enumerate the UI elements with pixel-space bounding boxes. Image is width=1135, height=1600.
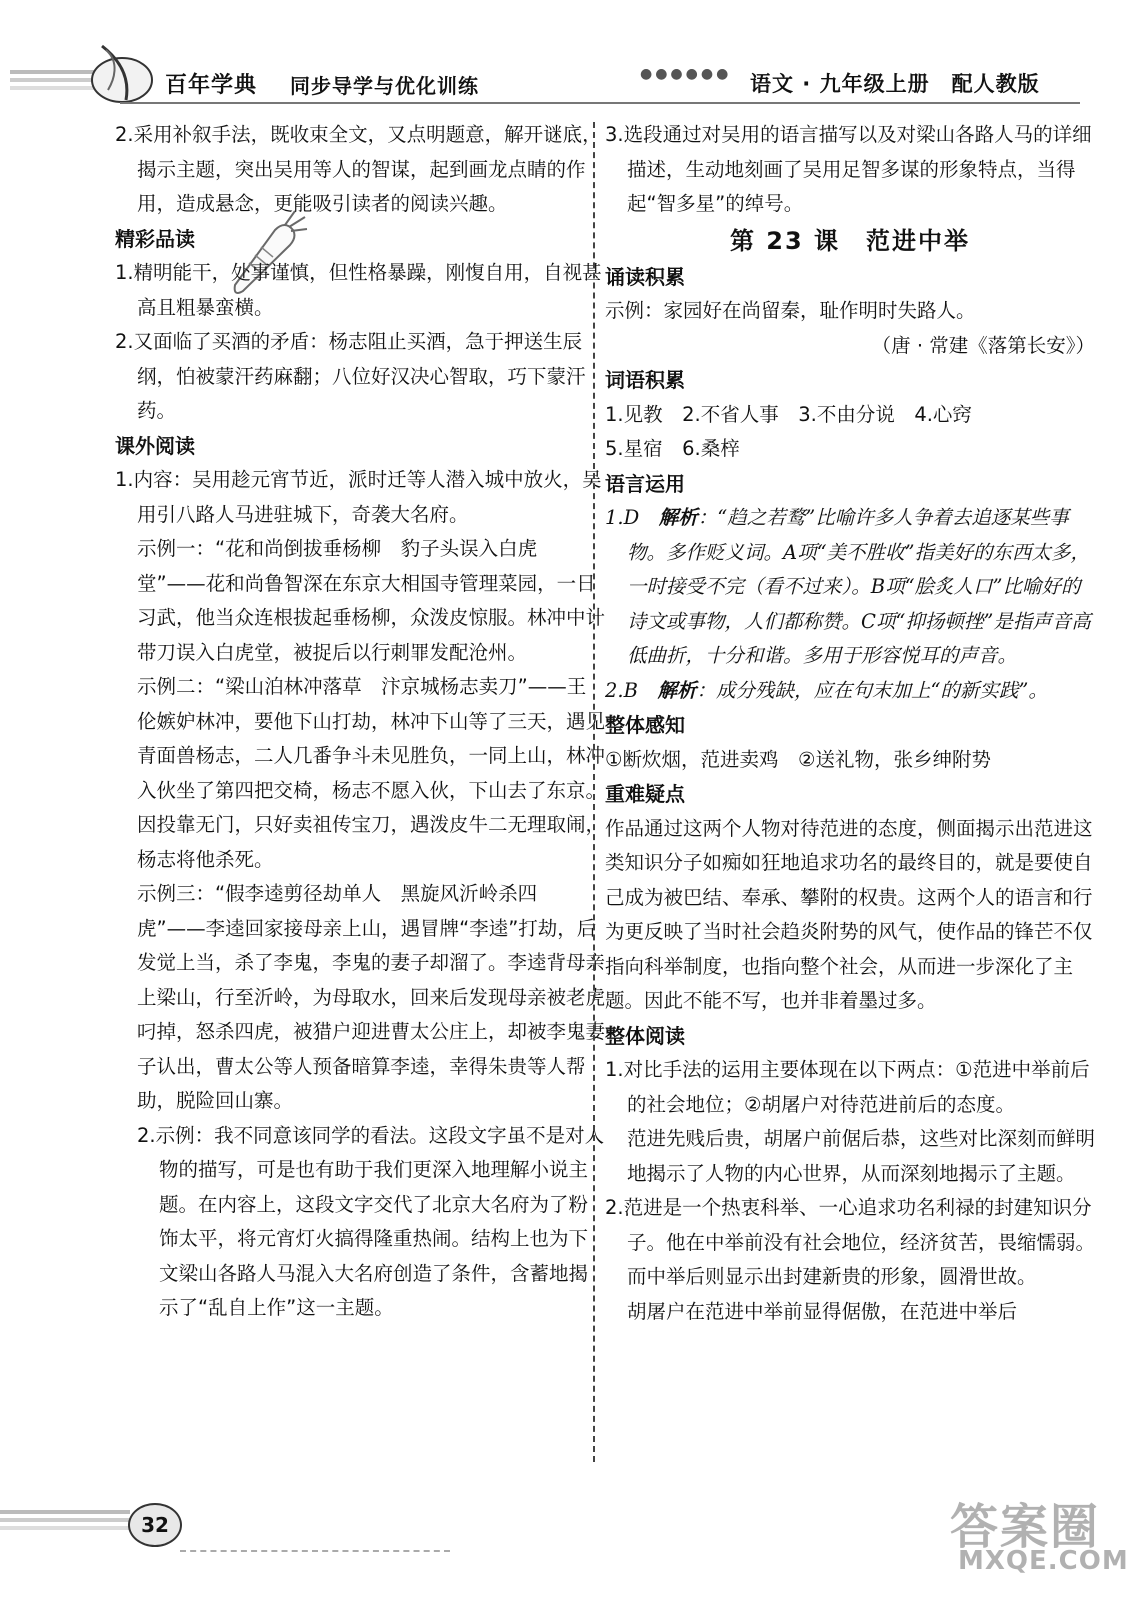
analysis-text: ：“趋之若鹜”比喻许多人争着去追逐某些事物。多作贬义词。A项“美不胜收”指美好的东西太多，一时接受不完（看不过来）。B项“脍炙人口”比喻好的诗文或事物，人们都称赞。C项“抑扬顿挫”是指声音高低曲折，十分和谐。多用于形容悦耳的声音。 xyxy=(627,506,1091,667)
answer-paragraph: 胡屠户在范进中举前显得倨傲，在范进中举后 xyxy=(627,1299,1018,1323)
example-paragraph: 示例二：“梁山泊林冲落草 汴京城杨志卖刀”——王伦嫉妒林冲，要他下山打劫，林冲下山等了三天，遇见青面兽杨志，二人几番争斗未见胜负，一同上山，林冲入伙坐了第四把交椅，杨志不愿入伙，下山去了东京。因投靠无门，只好卖祖传宝刀，遇泼皮牛二无理取闹，杨志将他杀死。 xyxy=(137,675,606,871)
watermark-url: MXQE.COM xyxy=(958,1546,1129,1576)
answer-paragraph: 1.对比手法的运用主要体现在以下两点：①范进中举前后的社会地位；②胡屠户对待范进前后的态度。 xyxy=(605,1058,1090,1116)
answer-paragraph xyxy=(605,674,1095,709)
answer-paragraph: 1.精明能干，处事谨慎，但性格暴躁，刚愎自用，自视甚高且粗暴蛮横。 xyxy=(115,261,602,319)
analysis-label: 解析 xyxy=(657,678,697,702)
answer-paragraph: 作品通过这两个人物对待范进的态度，侧面揭示出范进这类知识分子如痴如狂地追求功名的最终目的，就是要使自己成为被巴结、奉承、攀附的权贵。这两个人的语言和行为更反映了当时社会趋炎附势的风气，使作品的锋芒不仅指向科举制度，也指向整个社会，从而进一步深化了主题。因此不能不写，也并非着墨过多。 xyxy=(605,816,1093,1012)
answer-paragraph: 2.又面临了买酒的矛盾：杨志阻止买酒，急于押送生辰纲，怕被蒙汗药麻翻；八位好汉决心智取，巧下蒙汗药。 xyxy=(115,330,586,422)
section-heading: 整体感知 xyxy=(605,713,685,737)
example-paragraph: 示例三：“假李逵剪径劫单人 黑旋风沂岭杀四虎”——李逵回家接母亲上山，遇冒牌“李逵”打劫，后发觉上当，杀了李鬼，李鬼的妻子却溜了。李逵背母亲上梁山，行至沂岭，为母取水，回来后发现母亲被老虎叼掉，怒杀四虎，被猎户迎进曹太公庄上，却被李鬼妻子认出，曹太公等人预备暗算李逵，幸得朱贵等人帮助，脱险回山寨。 xyxy=(137,882,606,1112)
poem-source: （唐 · 常建《落第长安》） xyxy=(871,333,1095,357)
left-column xyxy=(115,118,605,1326)
brand-name: 百年学典 xyxy=(165,73,258,98)
section-heading: 课外阅读 xyxy=(115,433,195,458)
section-heading: 整体阅读 xyxy=(605,1023,685,1048)
answer-number: 2.B xyxy=(605,678,658,702)
answer-paragraph: 1.内容：吴用趁元宵节近，派时迁等人潜入城中放火，吴用引八路人马进驻城下，奇袭大名府。 xyxy=(115,468,602,526)
section-heading: 重难疑点 xyxy=(605,782,685,806)
word-list: 5.星宿 6.桑梓 xyxy=(605,437,740,460)
page-number: 32 xyxy=(128,1503,182,1547)
right-column xyxy=(605,118,1095,1329)
answer-paragraph: 2.范进是一个热衷科举、一心追求功名利禄的封建知识分子。他在中举前没有社会地位，经济贫苦，畏缩懦弱。而中举后则显示出封建新贵的形象，圆滑世故。 xyxy=(605,1196,1096,1288)
word-list: 1.见教 2.不省人事 3.不由分说 4.心窍 xyxy=(605,402,972,426)
analysis-label: 解析 xyxy=(658,506,698,529)
lesson-title: 第 23 课 范进中举 xyxy=(729,226,971,255)
series-name: 同步导学与优化训练 xyxy=(290,74,479,98)
page-header xyxy=(0,40,1135,110)
header-dots: ●●●●●● xyxy=(640,66,732,82)
section-heading: 语言运用 xyxy=(605,471,685,496)
section-heading: 诵读积累 xyxy=(605,264,685,289)
answer-paragraph: 2.示例：我不同意该同学的看法。这段文字虽不是对人物的描写，可是也有助于我们更深入地理解小说主题。在内容上，这段文字交代了北京大名府为了粉饰太平，将元宵灯火搞得隆重热闹。结构上也为下文梁山各路人马混入大名府创造了条件，含蓄地揭示了“乱自上作”这一主题。 xyxy=(137,1123,605,1319)
answer-paragraph xyxy=(605,501,1095,674)
footer-stripes-icon xyxy=(0,1506,130,1540)
example-paragraph: 示例一：“花和尚倒拔垂杨柳 豹子头误入白虎堂”——花和尚鲁智深在东京大相国寺管理菜园，一日习武，他当众连根拔起垂杨柳，众泼皮惊服。林冲中计带刀误入白虎堂，被捉后以行刺罪发配沧州。 xyxy=(137,537,606,664)
column-divider xyxy=(593,122,595,1462)
analysis-text: ：成分残缺，应在句末加上“的新实践”。 xyxy=(696,678,1048,702)
section-heading: 词语积累 xyxy=(605,368,685,392)
answer-paragraph: ①断炊烟，范进卖鸡 ②送礼物，张乡绅附势 xyxy=(605,747,991,771)
answer-paragraph: 2.采用补叙手法，既收束全文，又点明题意，解开谜底，揭示主题，突出吴用等人的智谋，起到画龙点睛的作用，造成悬念，更能吸引读者的阅读兴趣。 xyxy=(115,123,602,215)
answer-paragraph: 范进先贱后贵，胡屠户前倨后恭，这些对比深刻而鲜明地揭示了人物的内心世界，从而深刻地揭示了主题。 xyxy=(627,1127,1096,1185)
page-footer xyxy=(0,1480,1135,1590)
watermark-text: 答案圈 xyxy=(950,1499,1101,1555)
leaf-logo-icon xyxy=(10,40,160,104)
subject-label: 语文 · 九年级上册 配人教版 xyxy=(750,72,1040,96)
section-heading: 精彩品读 xyxy=(115,226,195,251)
watermark-logo xyxy=(940,1488,1129,1583)
answer-number: 1.D xyxy=(605,506,659,529)
answer-paragraph: 3.选段通过对吴用的语言描写以及对梁山各路人马的详细描述，生动地刻画了吴用足智多谋的形象特点，当得起“智多星”的绰号。 xyxy=(605,123,1092,215)
header-rule xyxy=(120,102,1080,104)
poem-line: 示例：家园好在尚留秦，耻作明时失路人。 xyxy=(605,299,976,322)
footer-dash xyxy=(180,1550,450,1552)
